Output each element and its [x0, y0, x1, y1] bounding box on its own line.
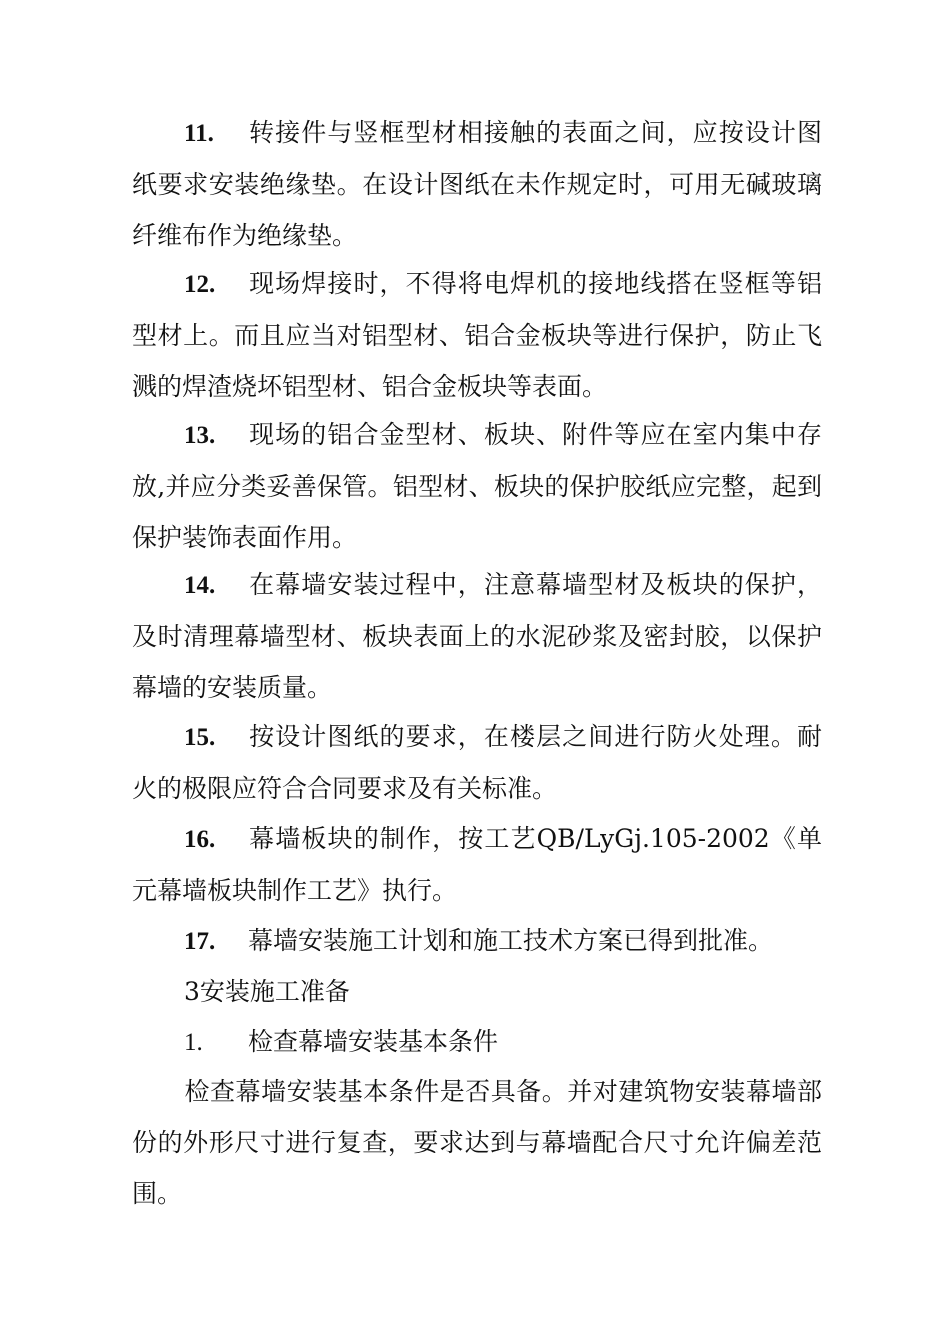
- body-paragraph: [132, 1066, 822, 1219]
- item-text: 检查幕墙安装基本条件: [248, 1027, 499, 1056]
- item-number: 12.: [184, 271, 216, 298]
- list-item-11: [132, 107, 822, 261]
- item-number: 1.: [184, 1029, 203, 1056]
- list-item-15: [132, 711, 822, 814]
- list-item-12: [132, 258, 822, 412]
- item-number: 15.: [184, 724, 216, 751]
- sub-item-1: [184, 1016, 874, 1068]
- item-number: 11.: [184, 120, 214, 147]
- item-number: 17.: [184, 928, 216, 955]
- paragraph-text: 检查幕墙安装基本条件是否具备。并对建筑物安装幕墙部份的外形尺寸进行复查，要求达到与幕墙配合尺寸允许偏差范围。: [132, 1077, 822, 1208]
- list-item-13: [132, 409, 822, 563]
- list-item-16: [132, 813, 822, 916]
- item-text: 转接件与竖框型材相接触的表面之间，应按设计图纸要求安装绝缘垫。在设计图纸在未作规定时，可用无碱玻璃纤维布作为绝缘垫。: [132, 118, 822, 250]
- item-text: 现场焊接时，不得将电焊机的接地线搭在竖框等铝型材上。而且应当对铝型材、铝合金板块等进行保护，防止飞溅的焊渣烧坏铝型材、铝合金板块等表面。: [132, 269, 822, 401]
- list-item-17: [132, 915, 822, 967]
- item-number: 13.: [184, 422, 216, 449]
- item-text: 在幕墙安装过程中，注意幕墙型材及板块的保护，及时清理幕墙型材、板块表面上的水泥砂浆及密封胶，以保护幕墙的安装质量。: [132, 570, 822, 702]
- item-text: 幕墙板块的制作，按工艺QB/LyGj.105-2002《单元幕墙板块制作工艺》执行。: [132, 824, 822, 905]
- item-text: 按设计图纸的要求，在楼层之间进行防火处理。耐火的极限应符合合同要求及有关标准。: [132, 722, 822, 803]
- item-number: 16.: [184, 826, 216, 853]
- list-item-14: [132, 559, 822, 713]
- item-number: 14.: [184, 572, 216, 599]
- section-heading: 3安装施工准备: [184, 977, 350, 1006]
- item-text: 现场的铝合金型材、板块、附件等应在室内集中存放,并应分类妥善保管。铝型材、板块的保护胶纸应完整，起到保护装饰表面作用。: [132, 420, 822, 552]
- item-text: 幕墙安装施工计划和施工技术方案已得到批准。: [248, 926, 774, 955]
